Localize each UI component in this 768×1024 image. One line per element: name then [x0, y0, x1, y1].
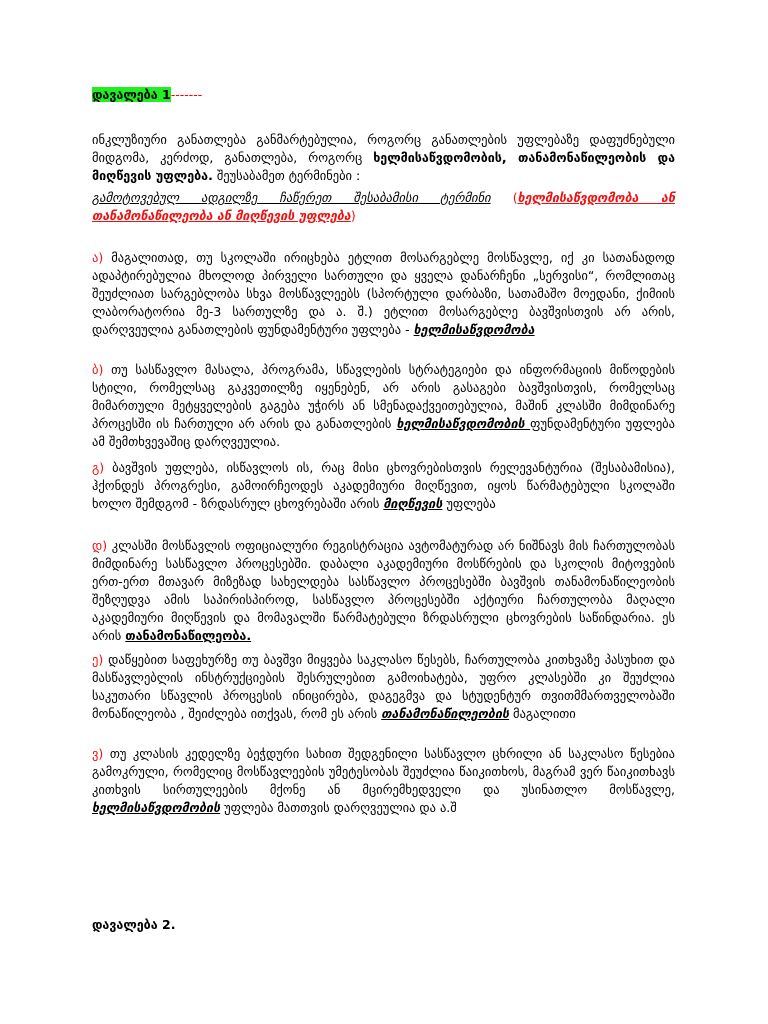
- item-text: თუ კლასის კედელზე ბეჭდური სახით შედგენილი სასწავლო ცხრილი ან საკლასო წესებია გამოკრული, რომელიც მოსწავლეების უმეტესობას შეუძლია წაიკითხოს, მაგრამ ვერ წაიკითხავს კითხვის სირთულეების მქონე ან მცირემხედველი და უსინათლო მოსწავლე,: [92, 746, 675, 797]
- item-marker: ა): [92, 250, 104, 265]
- intro-text: ინკლუზიური განათლება განმარტებულია, როგორც განათლების უფლებაზე დაფუძნებული მიდგომა, კერძოდ, განათლება, როგორც: [92, 132, 675, 165]
- instruction-paragraph: [92, 189, 675, 225]
- task-2-heading: [92, 917, 175, 932]
- instruction-paren-close: ): [350, 208, 356, 223]
- item-b: [92, 361, 675, 451]
- item-answer: თანამონაწილეობა.: [125, 628, 252, 643]
- item-e: [92, 651, 675, 723]
- item-marker: გ): [92, 460, 105, 475]
- item-tail: უფლება მათთვის დარღვეულია და ა.შ: [220, 800, 457, 815]
- item-d: [92, 537, 675, 645]
- task-1-dashes: -------: [170, 87, 203, 102]
- task-1-heading: [92, 87, 202, 102]
- item-marker: ე): [92, 652, 104, 667]
- intro-tail: შეუსაბამეთ ტერმინები :: [212, 168, 361, 183]
- task-2-label: დავალება 2.: [92, 917, 176, 932]
- item-marker: ბ): [92, 362, 104, 377]
- item-g: [92, 459, 675, 513]
- item-a: [92, 249, 675, 339]
- item-text: დაწყებით საფეხურზე თუ ბავშვი მიყვება საკლასო წესებს, ჩართულობა კითხვაზე პასუხით და მასწავლებლის ინსტრუქციების შესრულებით გამოიხატება, უფრო კლასებში კი შეუძლია საკუთარი სწავლის პროცესის ინიცირება, დაგეგმვა და სტუდენტურ თვითმმართველობაში მონაწილეობა , შეიძლება ითქვას, რომ ეს არის: [92, 652, 675, 721]
- instruction-options: ხელმისაწვდომობა ან თანამონაწილეობა ან მიღწევის უფლება: [92, 190, 675, 223]
- item-answer: მიღწევის: [383, 496, 443, 511]
- item-v: [92, 745, 675, 817]
- item-text: თუ სასწავლო მასალა, პროგრამა, სწავლების სტრატეგიები და ინფორმაციის მიწოდების სტილი, რომელსაც გაკვეთილზე იყენებენ, არ არის გასაგები ბავშვისთვის, რომელსაც მიმართული მეტყველების გაგება უჭირს ან სმენადაქვეითებულია, მაშინ კლასში მიმდინარე პროცესში ის ჩართული არ არის და განათლების: [92, 362, 675, 431]
- item-answer: ხელმისაწვდომობა: [413, 322, 535, 337]
- instruction-text: გამოტოვებულ ადგილზე ჩაწერეთ შესაბამისი ტერმინი: [92, 190, 491, 205]
- item-answer: ხელმისაწვდომობის: [396, 416, 531, 431]
- item-tail: ფუნდამენტური უფლება ამ შემთხვევაშიც დარღვეულია.: [92, 416, 675, 449]
- item-text: მაგალითად, თუ სკოლაში ირიცხება ეტლით მოსარგებლე მოსწავლე, იქ კი სათანადოდ ადაპტირებულია მხოლოდ პირველი სართული და ყველა დანარჩენი „სერვისი“, რომლითაც შეუძლიათ სარგებლობა სხვა მოსწავლეებს (სპორტული დარბაზი, სათამაშო მოედანი, ქიმიის ლაბორატორია მე-3 სართულზე და ა. შ.) ეტლით მოსარგებლე ბავშვისთვის არ არის, დარღვეულია განათლების ფუნდამენტური უფლება -: [92, 250, 675, 337]
- item-text: ბავშვის უფლება, ისწავლოს ის, რაც მისი ცხოვრებისთვის რელევანტურია (შესაბამისია), ჰქონდეს პროგრესი, გამოირჩეოდეს აკადემიური მიღწევით, იყოს წარმატებული სკოლაში ხოლო შემდგომ - ზრდასრულ ცხოვრებაში არის: [92, 460, 675, 511]
- item-text: კლასში მოსწავლის ოფიციალური რეგისტრაცია ავტომატურად არ ნიშნავს მის ჩართულობას მიმდინარე სასწავლო პროცესებში. დაბალი აკადემიური მოსწრების და სკოლის მიტოვების ერთ-ერთ მთავარ მიზეზად სახელდება სასწავლო პროცესებში ბავშვის თანამონაწილეობის შეზღუდვა ამის საპირისპიროდ, სასწავლო პროცესებში აქტიური ჩართულობა მაღალი აკადემიური მიღწევის და მომავალში წარმატებული ზრდასრული ცხოვრების საწინდარია. ეს არის: [92, 538, 675, 643]
- item-tail: უფლება: [442, 496, 496, 511]
- intro-paragraph: [92, 131, 675, 185]
- item-answer: თანამონაწილეობის: [381, 706, 510, 721]
- intro-bold-rights: ხელმისაწვდომობის, თანამონაწილეობის და მიღწევის უფლება.: [92, 150, 675, 183]
- item-tail: მაგალითი: [509, 706, 576, 721]
- item-marker: ვ): [92, 746, 104, 761]
- item-marker: დ): [92, 538, 108, 553]
- item-answer: ხელმისაწვდომობის: [92, 800, 221, 815]
- task-1-label: დავალება 1: [92, 87, 171, 102]
- instruction-paren-open: (: [490, 190, 518, 205]
